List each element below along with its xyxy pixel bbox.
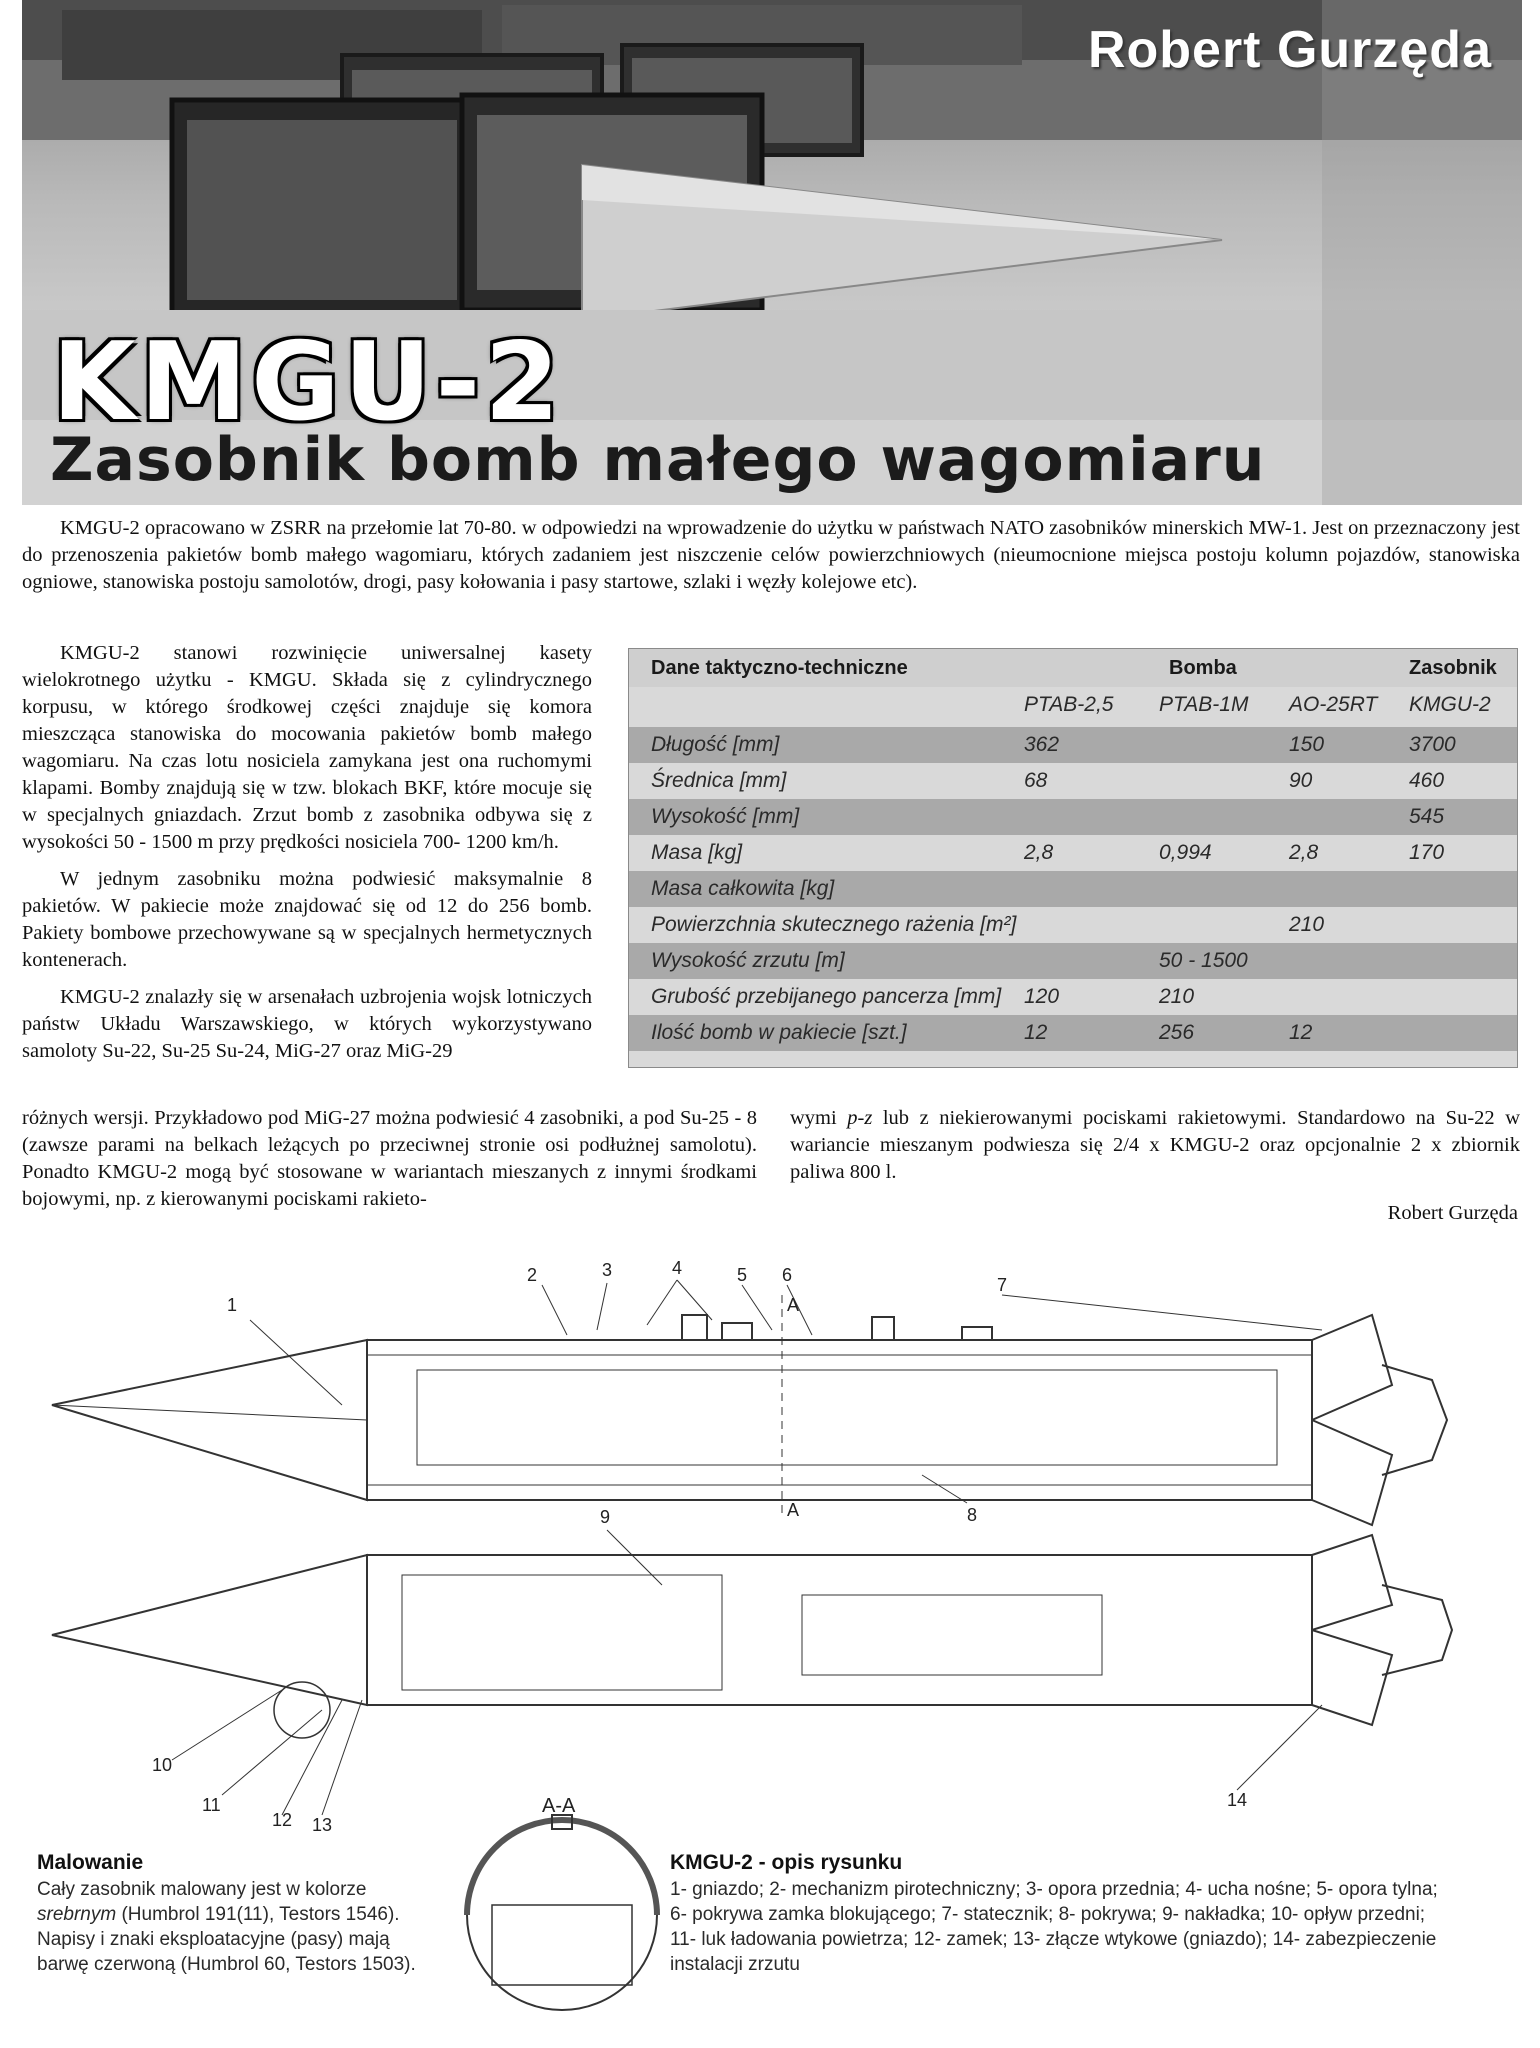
legend-line: 1- gniazdo; 2- mechanizm pirotechniczny; 3- opora przednia; 4- ucha nośne; 5- opora tylna; [670,1879,1438,1900]
table-row [629,907,1517,943]
legend-line: 11- luk ładowania powietrza; 12- zamek; 13- złącze wtykowe (gniazdo); 14- zabezpieczenie [670,1929,1437,1950]
cell-value: 0,994 [1159,841,1212,864]
cell-value: 3700 [1409,733,1456,756]
missile-type: p-z [847,1107,873,1129]
cell-value: 210 [1159,985,1195,1008]
column-header: PTAB-1M [1159,693,1249,716]
cell-value: 2,8 [1289,841,1319,864]
table-row [629,1015,1517,1051]
row-label: Masa [kg] [651,841,743,864]
table-title: Dane taktyczno-techniczne [651,657,908,679]
paragraph-arsenal: KMGU-2 znalazły się w arsenałach uzbrojenia wojsk lotniczych państw Układu Warszawskiego, w których wykorzystywano samoloty Su-22, Su-25 Su-24, MiG-27 oraz MiG-29 [22,986,592,1062]
text-span: wymi [790,1107,848,1129]
legend-line: instalacji zrzutu [670,1954,800,1975]
cell-value: 50 - 1500 [1159,949,1248,972]
article-title: KMGU-2 [52,320,564,445]
table-row [629,835,1517,871]
cell-value: 68 [1024,769,1048,792]
drawing-legend-title: KMGU-2 - opis rysunku [670,1851,903,1874]
section-label: A-A [542,1795,576,1817]
callout-5: 5 [737,1265,748,1285]
section-mark-top: A [787,1295,800,1315]
technical-drawing [22,1255,1520,2035]
callout-8: 8 [967,1505,978,1525]
callout-12: 12 [272,1810,293,1830]
cell-value: 362 [1024,733,1060,756]
drawing-legend [670,1850,1520,1977]
callout-10: 10 [152,1755,173,1775]
paint-line: Cały zasobnik malowany jest w kolorze [37,1879,367,1900]
callout-9: 9 [600,1507,611,1527]
table-row [629,763,1517,799]
table-header-row [629,649,1517,687]
cell-value: 545 [1409,805,1445,828]
pod-group-header: Zasobnik [1409,657,1497,679]
callout-4: 4 [672,1258,683,1278]
callout-2: 2 [527,1265,538,1285]
row-label: Grubość przebijanego pancerza [mm] [651,985,1002,1008]
paint-line: Napisy i znaki eksploatacyjne (pasy) mają [37,1929,390,1950]
column-header: PTAB-2,5 [1024,693,1114,716]
cell-value: 150 [1289,733,1325,756]
paint-legend-title: Malowanie [37,1851,144,1874]
row-label: Długość [mm] [651,733,780,756]
pod-body-side [367,1555,1312,1705]
callout-7: 7 [997,1275,1008,1295]
cell-value: 460 [1409,769,1445,792]
callout-1: 1 [227,1295,238,1315]
header-photo [22,0,1522,505]
paint-legend [37,1850,457,1977]
spec-table [628,648,1518,1068]
table-columns-row [629,687,1517,723]
row-label: Wysokość zrzutu [m] [651,949,845,972]
callout-6: 6 [782,1265,793,1285]
legend-line: 6- pokrywa zamka blokującego; 7- statecznik; 8- pokrywa; 9- nakładka; 10- opływ przedni; [670,1904,1426,1925]
article-subtitle: Zasobnik bomb małego wagomiaru [50,425,1266,495]
paint-line [37,1902,457,1927]
section-mark-bottom: A [787,1500,800,1520]
author-name-header: Robert Gurzęda [1087,21,1492,79]
cell-value: 120 [1024,985,1060,1008]
text-span: (Humbrol 191(11), Testors 1546). [116,1904,400,1925]
paragraph-arsenal-continued: różnych wersji. Przykładowo pod MiG-27 można podwiesić 4 zasobniki, a pod Su-25 - 8 (zawsze parami na belkach leżących po przeciwnej stronie osi podłużnej samolotu). Ponadto KMGU-2 mogą być stosowane w wariantach mieszanych z innymi środkami bojowymi, np. z kierowanymi pociskami rakieto- [22,1107,757,1210]
paint-color: srebrnym [37,1904,117,1925]
table-row [629,799,1517,835]
table-row [629,979,1517,1015]
nose-cone-top [52,1340,367,1500]
paragraph-construction: KMGU-2 stanowi rozwinięcie uniwersalnej kasety wielokrotnego użytku - KMGU. Składa się z cylindrycznego korpusu, w którego środkowej części znajduje się komora mieszcząca stanowiska do mocowania pakietów bomb małego wagomiaru. Na czas lotu nosiciela zamykana jest ona ruchomymi klapami. Bomby znajdują się w tzw. blokach BKF, które mocuje się w specjalnych gniazdach. Zrzut bomb z zasobnika odbywa się z wysokości 50 - 1500 m przy prędkości nosiciela 700- 1200 km/h. [22,642,592,853]
table-row [629,727,1517,763]
row-label: Średnica [mm] [651,769,787,792]
intro-paragraph: KMGU-2 opracowano w ZSRR na przełomie lat 70-80. w odpowiedzi na wprowadzenie do użytku w państwach NATO zasobników minerskich MW-1. Jest on przeznaczony jest do przenoszenia pakietów bomb małego wagomiaru, których zadaniem jest niszczenie celów powierzchniowych (nieumocnione miejsca postoju kolumn pojazdów, stanowiska ogniowe, stanowiska postoju samolotów, drogi, pasy kołowania i pasy startowe, szlaki i węzły kolejowe etc). [22,517,1520,593]
cell-value: 12 [1024,1021,1048,1044]
column-header: KMGU-2 [1409,693,1491,716]
table-row [629,943,1517,979]
author-signature: Robert Gurzęda [1387,1202,1518,1224]
cell-value: 256 [1159,1021,1195,1044]
cell-value: 170 [1409,841,1445,864]
callout-14: 14 [1227,1790,1248,1810]
row-label: Ilość bomb w pakiecie [szt.] [651,1021,907,1044]
cell-value: 210 [1289,913,1325,936]
row-label: Powierzchnia skutecznego rażenia [m²] [651,913,1017,936]
cell-value: 90 [1289,769,1313,792]
table-row [629,871,1517,907]
cell-value: 12 [1289,1021,1313,1044]
nose-cone-side [52,1555,367,1705]
paint-line: barwę czerwoną (Humbrol 60, Testors 1503). [37,1954,416,1975]
column-header: AO-25RT [1289,693,1378,716]
bomb-group-header: Bomba [1169,657,1237,679]
callout-11: 11 [202,1795,221,1815]
callout-3: 3 [602,1260,613,1280]
text-span: lub z niekierowanymi pociskami rakietowymi. Standardowo na Su-22 w wariancie mieszanym podwiesza się 2/4 x KMGU-2 oraz opcjonalnie 2 x zbiornik paliwa 800 l. [790,1107,1521,1183]
row-label: Masa całkowita [kg] [651,877,835,900]
pod-body-top [367,1340,1312,1500]
cell-value: 2,8 [1024,841,1054,864]
left-column [22,640,592,1075]
callout-13: 13 [312,1815,333,1835]
row-label: Wysokość [mm] [651,805,800,828]
paragraph-arsenal-end [790,1105,1520,1186]
paragraph-packets: W jednym zasobniku można podwiesić maksymalnie 8 pakietów. W pakiecie może znajdować się od 12 do 256 bomb. Pakiety bombowe przechowywane są w specjalnych hermetycznych kontenerach. [22,868,592,971]
